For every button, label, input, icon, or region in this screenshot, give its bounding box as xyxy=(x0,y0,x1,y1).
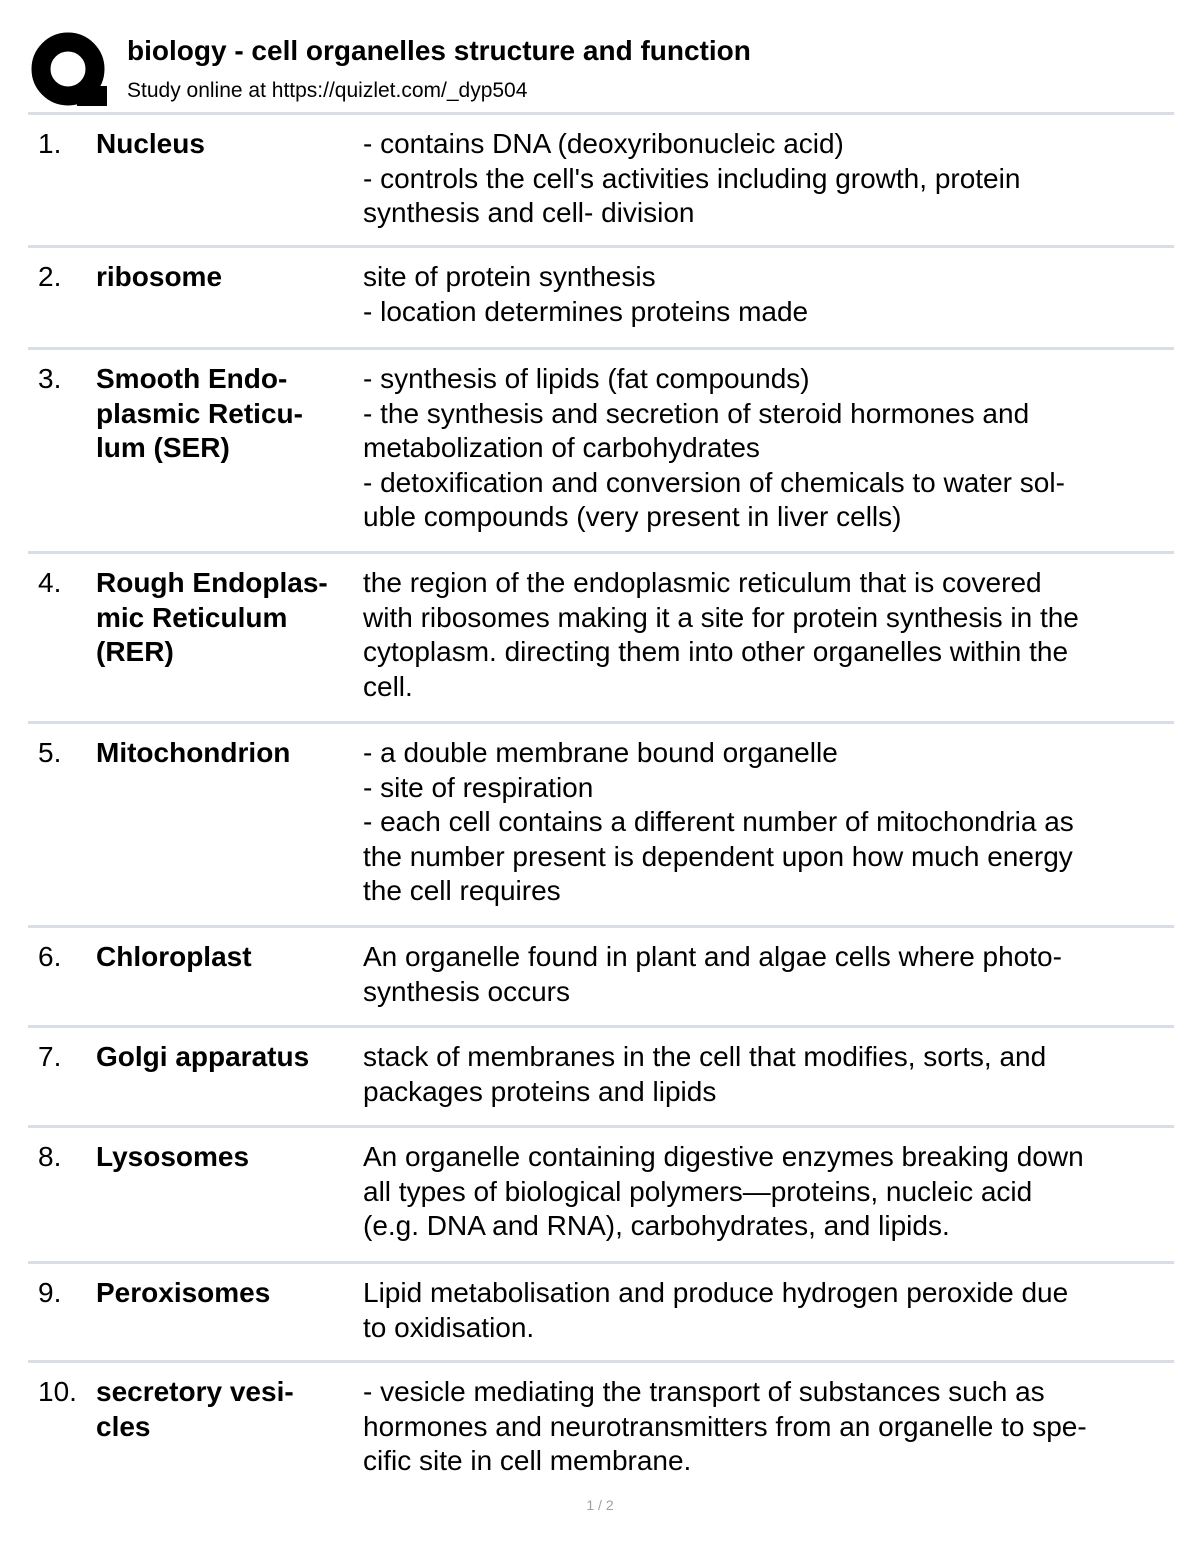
flashcard-list xyxy=(28,112,1174,1488)
card-term: secretory vesi- cles xyxy=(96,1376,294,1442)
card-definition: An organelle containing digestive enzymes breaking down all types of biological polymers—proteins, nucleic acid (e.g. DNA and RNA), carbohydrates, and lipids. xyxy=(363,1141,1084,1241)
flashcard xyxy=(28,350,1174,554)
flashcard xyxy=(28,554,1174,724)
flashcard xyxy=(28,115,1174,248)
card-term: ribosome xyxy=(96,261,223,292)
card-definition: An organelle found in plant and algae cells where photo- synthesis occurs xyxy=(363,941,1062,1007)
card-definition: stack of membranes in the cell that modifies, sorts, and packages proteins and lipids xyxy=(363,1041,1047,1107)
card-number: 3. xyxy=(38,363,62,394)
card-number: 10. xyxy=(38,1376,77,1407)
card-term: Smooth Endo- plasmic Reticu- lum (SER) xyxy=(96,363,303,463)
page-title: biology - cell organelles structure and function xyxy=(127,35,751,66)
card-number: 4. xyxy=(38,567,62,598)
card-definition: site of protein synthesis - location determines proteins made xyxy=(363,261,809,327)
card-term: Lysosomes xyxy=(96,1141,250,1172)
flashcard xyxy=(28,724,1174,928)
card-definition: - a double membrane bound organelle - site of respiration - each cell contains a different number of mitochondria as the number present is dependent upon how much energy the cell requires xyxy=(363,737,1074,906)
page-number: 1 / 2 xyxy=(586,1497,614,1513)
flashcard xyxy=(28,1028,1174,1128)
card-number: 7. xyxy=(38,1041,62,1072)
card-term: Mitochondrion xyxy=(96,737,291,768)
flashcard xyxy=(28,1128,1174,1264)
card-number: 1. xyxy=(38,128,62,159)
card-definition: - vesicle mediating the transport of substances such as hormones and neurotransmitters from an organelle to spe- cific site in cell membrane. xyxy=(363,1376,1087,1476)
card-term: Golgi apparatus xyxy=(96,1041,310,1072)
card-number: 2. xyxy=(38,261,62,292)
card-definition: the region of the endoplasmic reticulum that is covered with ribosomes making it a site for protein synthesis in the cytoplasm. directing them into other organelles within the cell. xyxy=(363,567,1079,702)
quizlet-logo-icon xyxy=(31,32,107,108)
flashcard xyxy=(28,1264,1174,1363)
page-header xyxy=(28,28,1178,113)
flashcard xyxy=(28,1363,1174,1488)
card-term: Nucleus xyxy=(96,128,205,159)
card-term: Chloroplast xyxy=(96,941,252,972)
flashcard xyxy=(28,248,1174,350)
card-number: 6. xyxy=(38,941,62,972)
card-definition: Lipid metabolisation and produce hydrogen peroxide due to oxidisation. xyxy=(363,1277,1069,1343)
card-definition: - contains DNA (deoxyribonucleic acid) - controls the cell's activities including growth, protein synthesis and cell- division xyxy=(363,128,1021,228)
flashcard xyxy=(28,928,1174,1028)
card-number: 5. xyxy=(38,737,62,768)
card-term: Rough Endoplas- mic Reticulum (RER) xyxy=(96,567,328,667)
card-number: 9. xyxy=(38,1277,62,1308)
study-link[interactable]: Study online at https://quizlet.com/_dyp504 xyxy=(127,79,528,102)
card-definition: - synthesis of lipids (fat compounds) - the synthesis and secretion of steroid hormones and metabolization of carbohydrates - detoxification and conversion of chemicals to water sol- uble compounds (very present in liver cells) xyxy=(363,363,1065,532)
card-term: Peroxisomes xyxy=(96,1277,271,1308)
card-number: 8. xyxy=(38,1141,62,1172)
